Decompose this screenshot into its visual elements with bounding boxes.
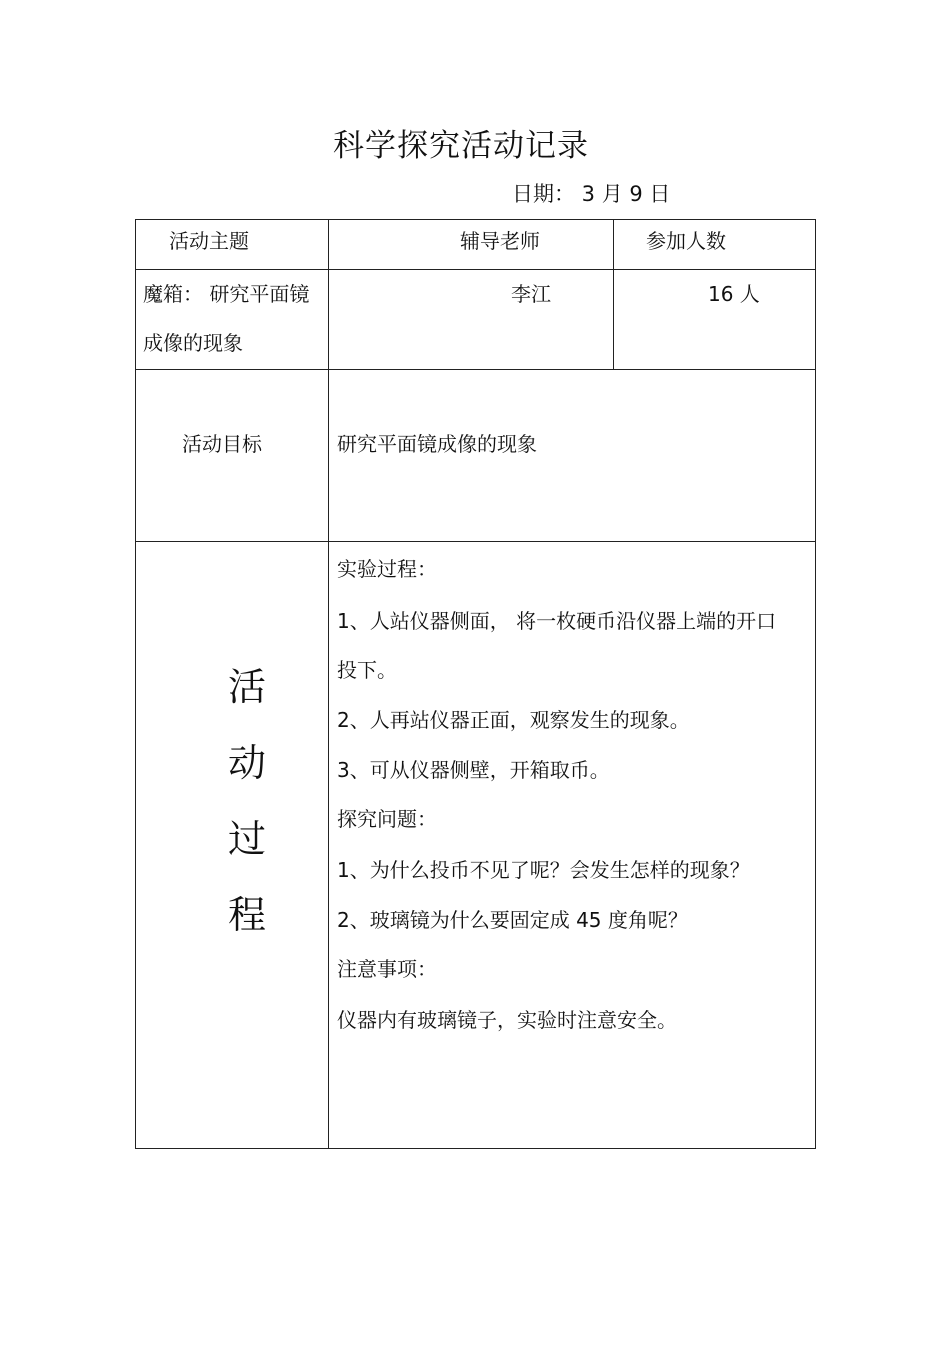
inquiry-question-1: 1、为什么投币不见了呢？会发生怎样的现象？ — [337, 858, 750, 882]
teacher-header: 辅导老师 — [460, 229, 540, 253]
topic-value-line-2: 成像的现象 — [143, 331, 243, 355]
process-label-char-3: 过 — [227, 817, 266, 861]
topic-value-line-1: 魔箱： 研究平面镜 — [143, 282, 310, 306]
table-border-bottom — [135, 1148, 816, 1149]
process-label-char-2: 动 — [227, 741, 266, 785]
table-border-left — [135, 219, 136, 1149]
process-step-1: 1、人站仪器侧面， 将一枚硬币沿仪器上端的开口 — [337, 609, 777, 633]
inquiry-questions-heading: 探究问题： — [337, 807, 437, 831]
activity-record-table — [135, 219, 816, 1149]
experiment-process-heading: 实验过程： — [337, 557, 437, 581]
goal-label: 活动目标 — [182, 432, 262, 456]
participant-count: 16 人 — [708, 282, 760, 306]
precaution-note: 仪器内有玻璃镜子，实验时注意安全。 — [337, 1008, 677, 1032]
inquiry-question-2: 2、玻璃镜为什么要固定成 45 度角呢？ — [337, 908, 688, 932]
precautions-heading: 注意事项： — [337, 957, 437, 981]
table-divider-first-column — [328, 219, 329, 1149]
table-border-top — [135, 219, 816, 220]
participants-header: 参加人数 — [646, 229, 726, 253]
topic-header: 活动主题 — [169, 229, 249, 253]
goal-text: 研究平面镜成像的现象 — [337, 432, 537, 456]
process-step-3: 3、可从仪器侧壁，开箱取币。 — [337, 758, 610, 782]
table-goal-row-divider — [135, 541, 816, 542]
process-label-char-4: 程 — [227, 893, 266, 937]
teacher-name: 李江 — [511, 282, 551, 306]
process-step-2: 2、人再站仪器正面，观察发生的现象。 — [337, 708, 690, 732]
table-header-divider — [135, 269, 816, 270]
process-step-1-continued: 投下。 — [337, 658, 397, 682]
record-date: 日期： 3 月 9 日 — [512, 182, 671, 206]
table-topic-row-divider — [135, 369, 816, 370]
page-title: 科学探究活动记录 — [333, 128, 589, 164]
table-border-right — [815, 219, 816, 1149]
process-label-char-1: 活 — [227, 665, 266, 709]
